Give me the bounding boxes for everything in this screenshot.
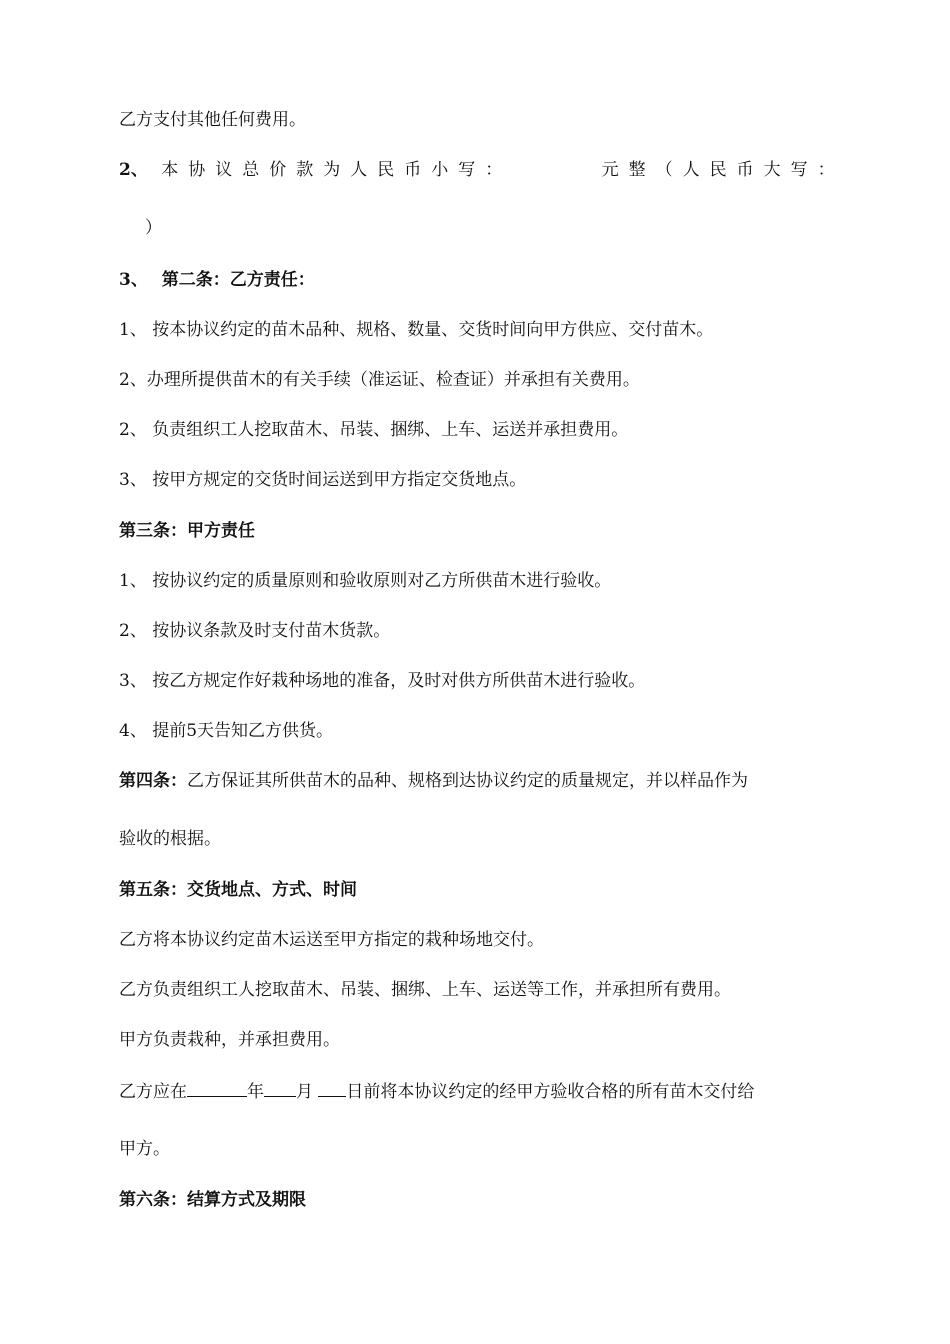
- list-item: 2、 负责组织工人挖取苗木、吊装、捆绑、上车、运送并承担费用。: [119, 420, 629, 440]
- list-item: 3、 按乙方规定作好栽种场地的准备，及时对供方所供苗木进行验收。: [119, 671, 646, 691]
- clause-text: 乙方保证其所供苗木的品种、规格到达协议约定的质量规定，并以样品作为: [187, 771, 748, 791]
- clause-total-price: [119, 158, 845, 182]
- section-heading-text: 第二条：乙方责任：: [161, 270, 315, 290]
- clause-heading: 第四条：: [119, 771, 187, 791]
- year-label: 年: [247, 1082, 264, 1102]
- total-price-lowercase-label: 本协议总价款为人民币小写：: [161, 160, 513, 180]
- month-label: 月: [296, 1082, 319, 1102]
- list-item: 1、 按协议约定的质量原则和验收原则对乙方所供苗木进行验收。: [119, 571, 612, 591]
- paragraph-line: 甲方。: [119, 1139, 170, 1159]
- paragraph-line: 验收的根据。: [119, 829, 221, 849]
- closing-parenthesis: ）: [145, 218, 162, 238]
- year-blank: [187, 1079, 247, 1097]
- list-item: 2、办理所提供苗木的有关手续（准运证、检查证）并承担有关费用。: [119, 370, 640, 390]
- delivery-date-line: [119, 1079, 754, 1104]
- section-heading-delivery: 第五条：交货地点、方式、时间: [119, 880, 357, 900]
- clause-number: 2、: [119, 160, 148, 180]
- section-heading-party-b: [119, 268, 315, 292]
- section-heading-party-a: 第三条：甲方责任: [119, 521, 255, 541]
- date-suffix: 日前将本协议约定的经甲方验收合格的所有苗木交付给: [346, 1082, 755, 1102]
- paragraph-line: 甲方负责栽种，并承担费用。: [119, 1030, 340, 1050]
- clause-four: [119, 769, 748, 793]
- paragraph-line: 乙方负责组织工人挖取苗木、吊装、捆绑、上车、运送等工作，并承担所有费用。: [119, 980, 731, 1000]
- day-blank: [318, 1079, 346, 1097]
- list-item: 1、 按本协议约定的苗木品种、规格、数量、交货时间向甲方供应、交付苗木。: [119, 320, 714, 340]
- paragraph-line: 乙方将本协议约定苗木运送至甲方指定的栽种场地交付。: [119, 930, 544, 950]
- list-item: 4、 提前5天告知乙方供货。: [119, 721, 334, 741]
- clause-number: 3、: [119, 270, 148, 290]
- section-heading-settlement: 第六条：结算方式及期限: [119, 1190, 306, 1210]
- date-prefix: 乙方应在: [119, 1082, 187, 1102]
- list-item: 3、 按甲方规定的交货时间运送到甲方指定交货地点。: [119, 470, 527, 490]
- total-price-uppercase-label: 元整（人民币大写：: [601, 160, 845, 180]
- month-blank: [264, 1079, 296, 1097]
- list-item: 2、 按协议条款及时支付苗木货款。: [119, 621, 391, 641]
- paragraph-line: 乙方支付其他任何费用。: [119, 110, 306, 130]
